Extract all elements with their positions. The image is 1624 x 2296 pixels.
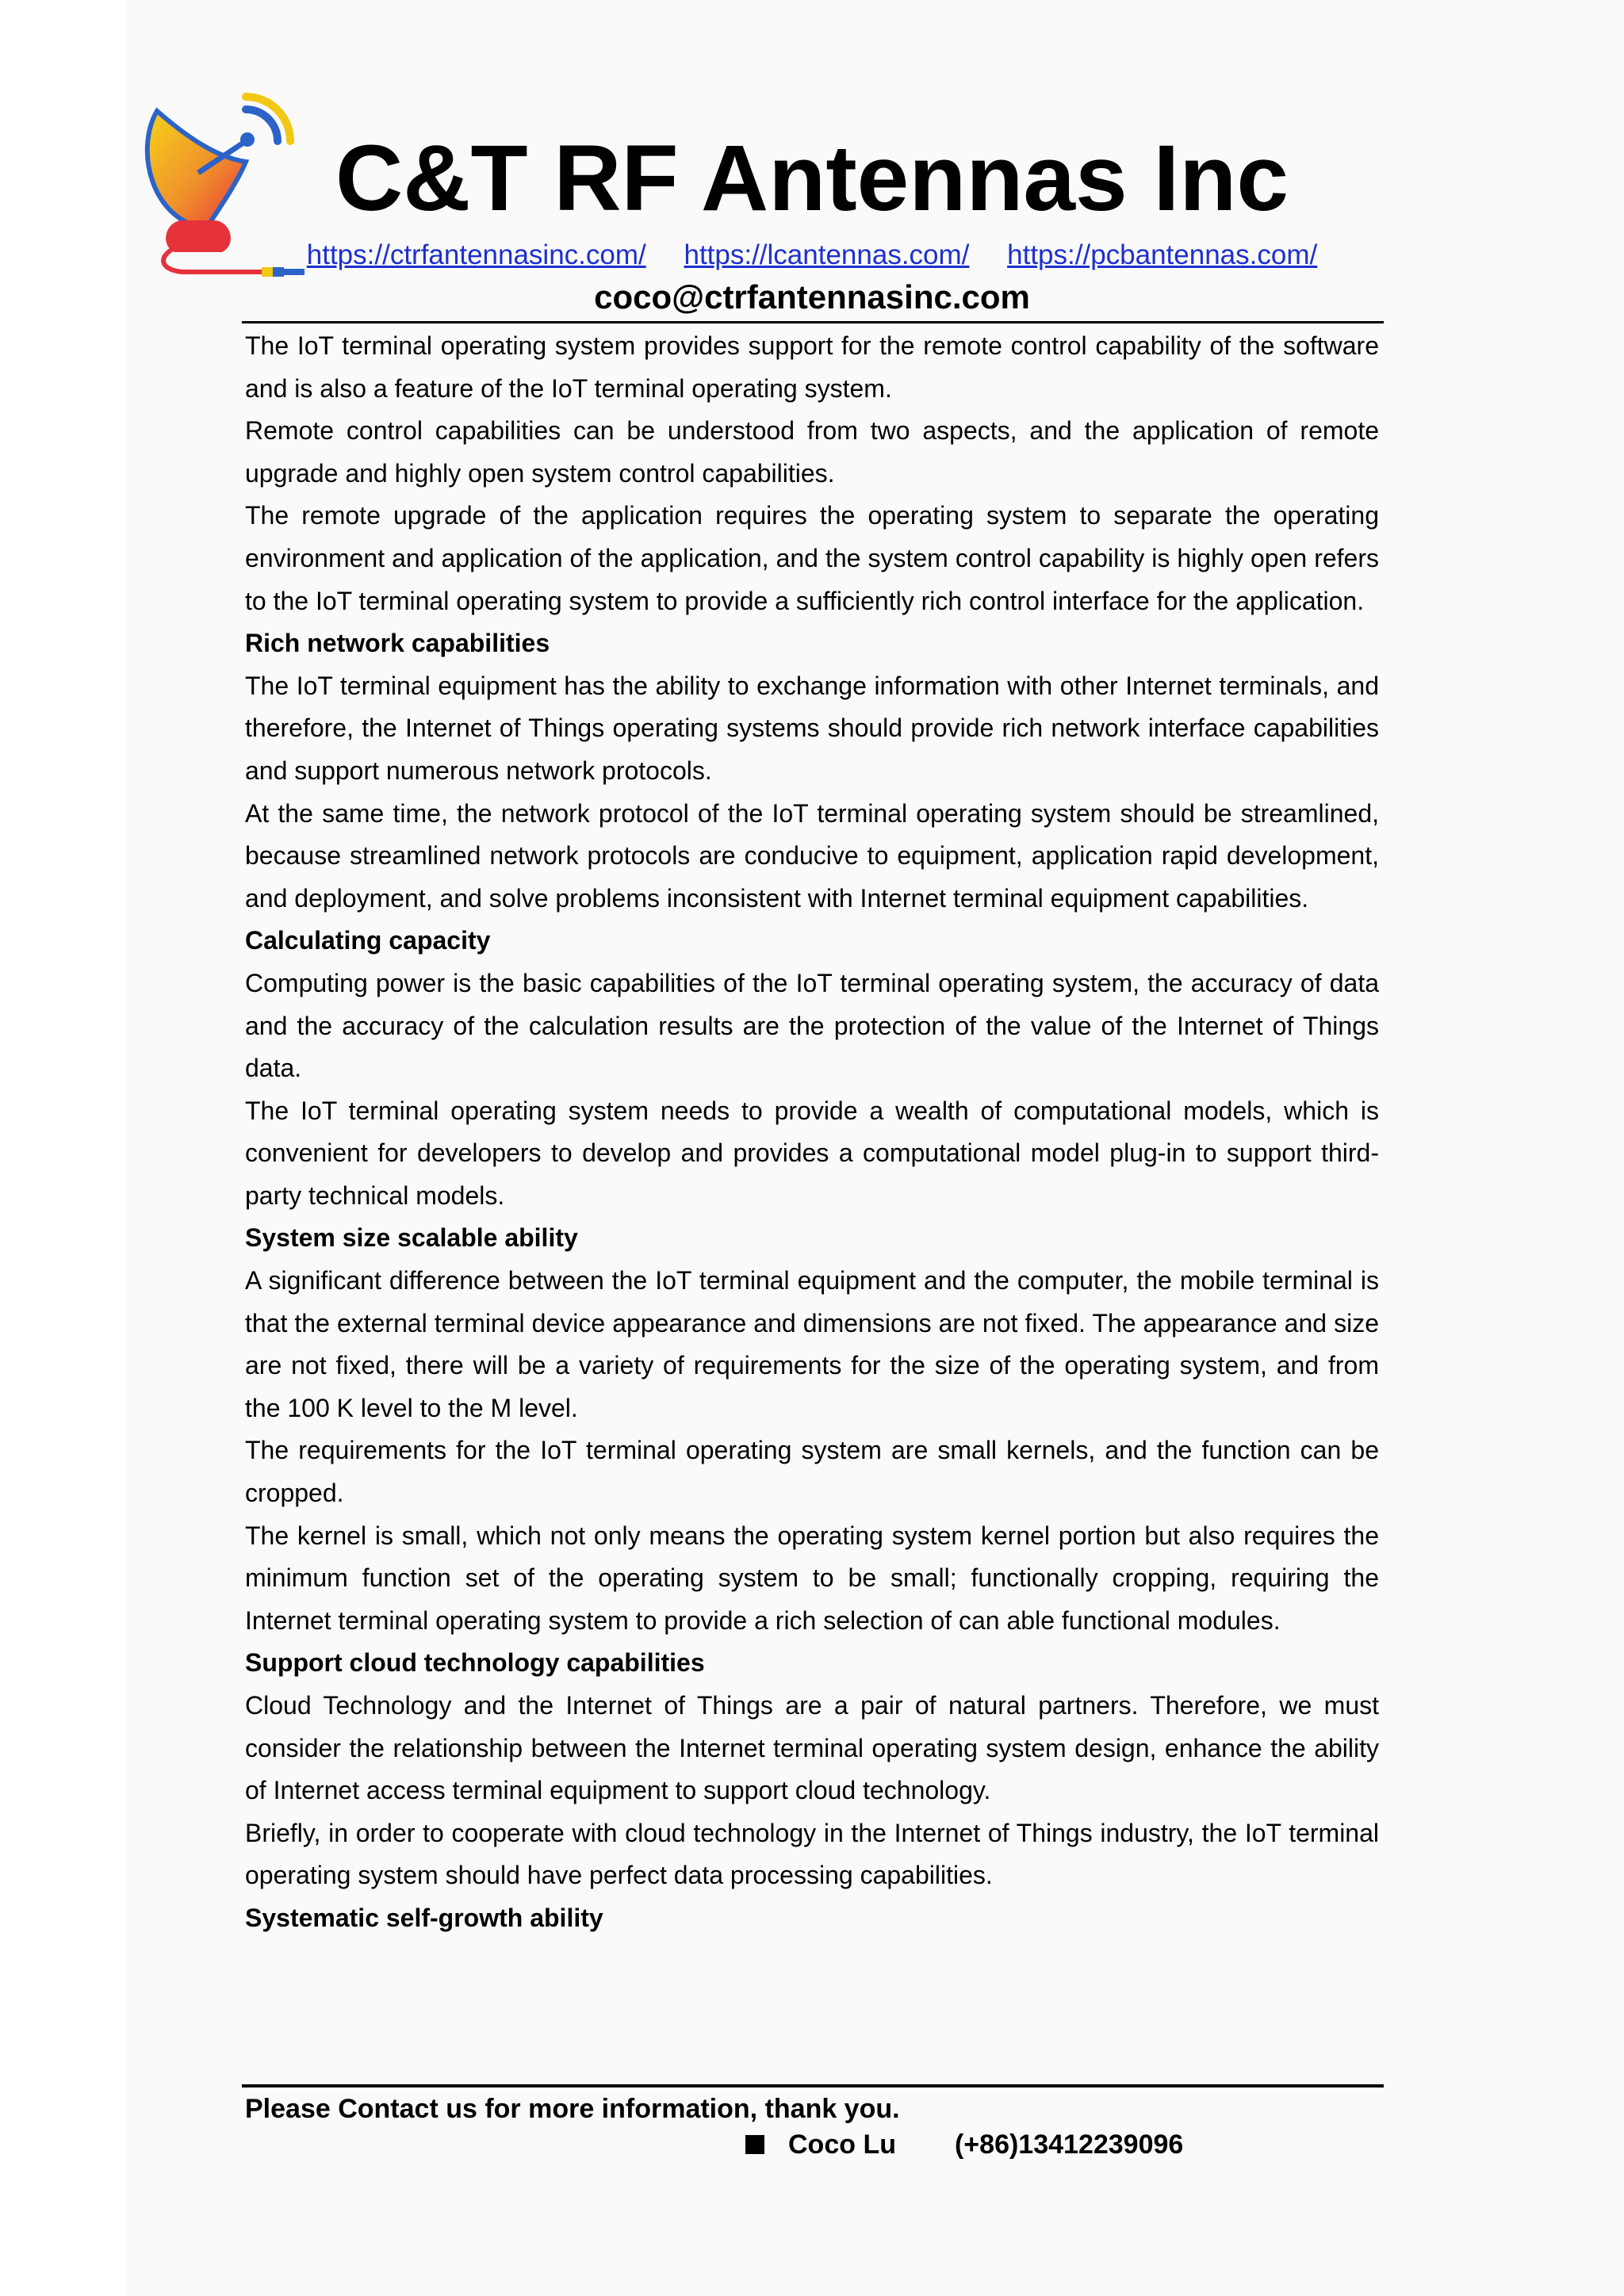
- paragraph: Computing power is the basic capabilities of the IoT terminal operating system, the accuracy of data and the accuracy of the calculation results are the protection of the value of the Internet of Things data.: [245, 968, 1379, 1083]
- paragraph: Remote control capabilities can be understood from two aspects, and the application of remote upgrade and highly open system control capabilities.: [245, 416, 1379, 488]
- website-links: [0, 238, 1624, 273]
- paragraph: The IoT terminal operating system provides support for the remote control capability of the software and is also a feature of the IoT terminal operating system.: [245, 331, 1379, 403]
- contact-phone: (+86)13412239096: [954, 2130, 1184, 2160]
- link-lcantennas[interactable]: https://lcantennas.com/: [684, 239, 970, 270]
- header-divider: [242, 321, 1384, 323]
- section-heading: Support cloud technology capabilities: [245, 1648, 705, 1678]
- paragraph: The remote upgrade of the application requires the operating system to separate the operating environment and application of the application, and the system control capability is highly open refers to the IoT terminal operating system to provide a sufficiently rich control interface for the application.: [245, 501, 1379, 615]
- company-name: C&T RF Antennas Inc: [335, 126, 1289, 231]
- article-body: [245, 325, 1379, 1940]
- link-pcbantennas[interactable]: https://pcbantennas.com/: [1007, 239, 1318, 270]
- contact-name: Coco Lu: [788, 2130, 896, 2160]
- paragraph: The requirements for the IoT terminal operating system are small kernels, and the function can be cropped.: [245, 1436, 1379, 1508]
- paragraph: Cloud Technology and the Internet of Things are a pair of natural partners. Therefore, we must consider the relationship between the Internet terminal operating system design, enhance the ability of Internet access terminal equipment to support cloud technology.: [245, 1691, 1379, 1805]
- paragraph: Briefly, in order to cooperate with cloud technology in the Internet of Things industry, the IoT terminal operating system should have perfect data processing capabilities.: [245, 1818, 1379, 1890]
- paragraph: At the same time, the network protocol of the IoT terminal operating system should be streamlined, because streamlined network protocols are conducive to equipment, application rapid development, and deployment, and solve problems inconsistent with Internet terminal equipment capabilities.: [245, 798, 1379, 913]
- section-heading: System size scalable ability: [245, 1223, 578, 1253]
- square-bullet-icon: [745, 2135, 764, 2154]
- paragraph: The IoT terminal operating system needs to provide a wealth of computational models, which is convenient for developers to develop and provides a computational model plug-in to support third-party technical models.: [245, 1096, 1379, 1210]
- footer-divider: [242, 2084, 1384, 2087]
- contact-line: [745, 2125, 1183, 2164]
- section-heading: Rich network capabilities: [245, 629, 550, 658]
- section-heading: Systematic self-growth ability: [245, 1903, 603, 1932]
- contact-email: coco@ctrfantennasinc.com: [594, 278, 1030, 316]
- paragraph: The kernel is small, which not only means the operating system kernel portion but also requires the minimum function set of the operating system to be small; functionally cropping, requiring the Internet terminal operating system to provide a rich selection of can able functional modules.: [245, 1521, 1379, 1635]
- section-heading: Calculating capacity: [245, 926, 491, 955]
- link-ctrfantennasinc[interactable]: https://ctrfantennasinc.com/: [306, 239, 646, 270]
- footer-note: Please Contact us for more information, thank you.: [245, 2094, 900, 2124]
- paragraph: The IoT terminal equipment has the ability to exchange information with other Internet terminals, and therefore, the Internet of Things operating systems should provide rich network interface capabilities and support numerous network protocols.: [245, 671, 1379, 785]
- paragraph: A significant difference between the IoT terminal equipment and the computer, the mobile terminal is that the external terminal device appearance and dimensions are not fixed. The appearance and size are not fixed, there will be a variety of requirements for the size of the operating system, and from the 100 K level to the M level.: [245, 1266, 1379, 1422]
